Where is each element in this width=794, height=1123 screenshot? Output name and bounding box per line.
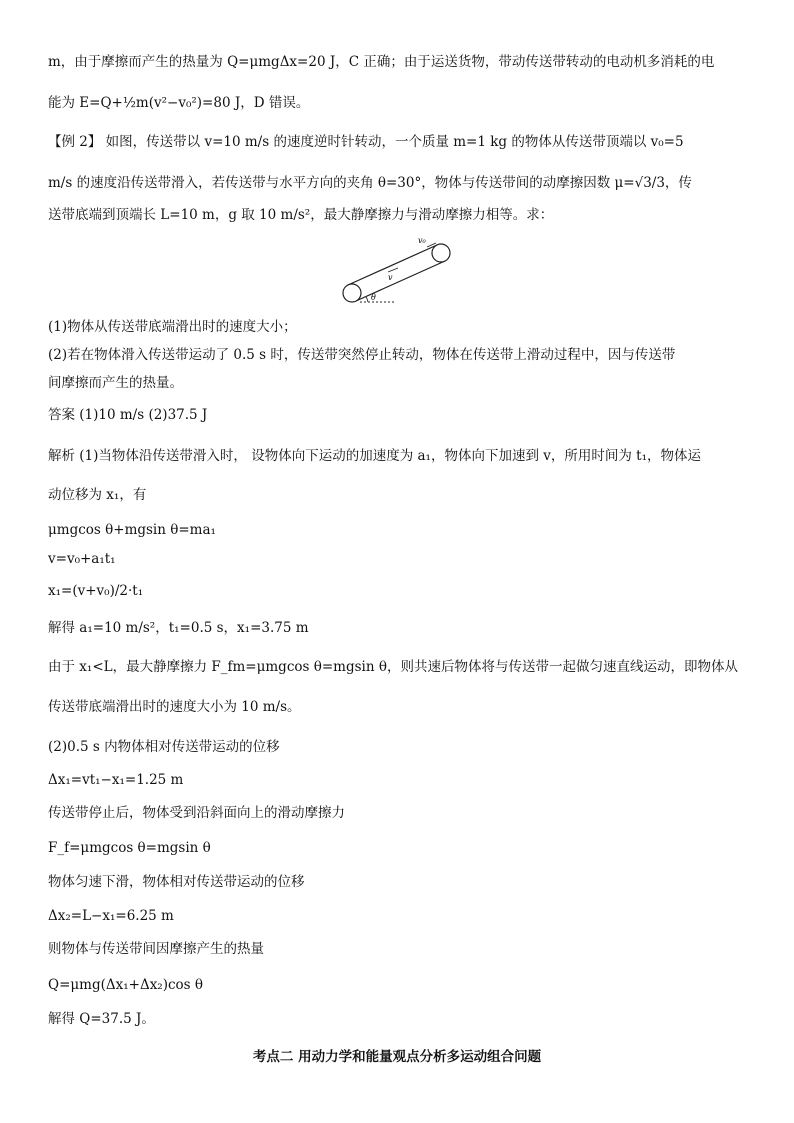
text-line: 由于 x₁<L，最大静摩擦力 F_fm=μmgcos θ=mgsin θ，则共速后物体将与传送带一起做匀速直线运动，即物体从 bbox=[48, 659, 738, 675]
text-line: 传送带底端滑出时的速度大小为 10 m/s。 bbox=[48, 699, 301, 715]
equation: Δx₂=L−x₁=6.25 m bbox=[48, 908, 174, 924]
equation: Δx₁=vt₁−x₁=1.25 m bbox=[48, 772, 184, 788]
text-line: 送带底端到顶端长 L=10 m，g 取 10 m/s²，最大静摩擦力与滑动摩擦力相等。求： bbox=[48, 207, 554, 223]
equation: F_f=μmgcos θ=mgsin θ bbox=[48, 840, 211, 856]
top-roller bbox=[432, 244, 450, 262]
text-line: 解析 (1)当物体沿传送带滑入时， 设物体向下运动的加速度为 a₁，物体向下加速到 v，所用时间为 t₁，物体运 bbox=[48, 448, 702, 464]
answer-line: 答案 (1)10 m/s (2)37.5 J bbox=[48, 407, 208, 423]
text-line: 动位移为 x₁，有 bbox=[48, 487, 147, 503]
bottom-roller bbox=[343, 284, 361, 302]
conveyor-diagram bbox=[338, 232, 458, 307]
text-line: 解得 Q=37.5 J。 bbox=[48, 1011, 155, 1027]
equation: μmgcos θ+mgsin θ=ma₁ bbox=[48, 522, 216, 538]
section-title: 考点二 用动力学和能量观点分析多运动组合问题 bbox=[252, 1049, 542, 1065]
text-line: 传送带停止后，物体受到沿斜面向上的滑动摩擦力 bbox=[48, 805, 345, 821]
text-line: 则物体与传送带间因摩擦产生的热量 bbox=[48, 941, 264, 957]
v0-label: v₀ bbox=[418, 236, 426, 245]
text-line: 间摩擦而产生的热量。 bbox=[48, 375, 183, 391]
belt-bottom bbox=[356, 261, 445, 301]
v-label: v bbox=[388, 273, 393, 282]
text-line: 解得 a₁=10 m/s²，t₁=0.5 s，x₁=3.75 m bbox=[48, 620, 309, 636]
equation: Q=μmg(Δx₁+Δx₂)cos θ bbox=[48, 977, 204, 993]
text-line: m/s 的速度沿传送带滑入，若传送带与水平方向的夹角 θ=30°，物体与传送带间的动摩擦因数 μ=√3/3，传 bbox=[48, 175, 692, 191]
text-line: 物体匀速下滑，物体相对传送带运动的位移 bbox=[48, 874, 305, 890]
text-line: 【例 2】 如图，传送带以 v=10 m/s 的速度逆时针转动，一个质量 m=1 kg 的物体从传送带顶端以 v₀=5 bbox=[48, 134, 684, 150]
angle-arc bbox=[366, 297, 368, 302]
text-line: 能为 E=Q+½m(v²−v₀²)=80 J，D 错误。 bbox=[48, 95, 310, 111]
equation: x₁=(v+v₀)/2·t₁ bbox=[48, 583, 144, 599]
text-line: (1)物体从传送带底端滑出时的速度大小； bbox=[48, 319, 297, 335]
v-arrow bbox=[388, 268, 398, 272]
text-line: m，由于摩擦而产生的热量为 Q=μmgΔx=20 J，C 正确；由于运送货物，带动传送带转动的电动机多消耗的电 bbox=[48, 54, 715, 70]
theta-label: θ bbox=[371, 293, 376, 302]
equation: v=v₀+a₁t₁ bbox=[48, 551, 116, 567]
text-line: (2)若在物体滑入传送带运动了 0.5 s 时，传送带突然停止转动，物体在传送带上滑动过程中，因与传送带 bbox=[48, 347, 676, 363]
text-line: (2)0.5 s 内物体相对传送带运动的位移 bbox=[48, 739, 280, 755]
